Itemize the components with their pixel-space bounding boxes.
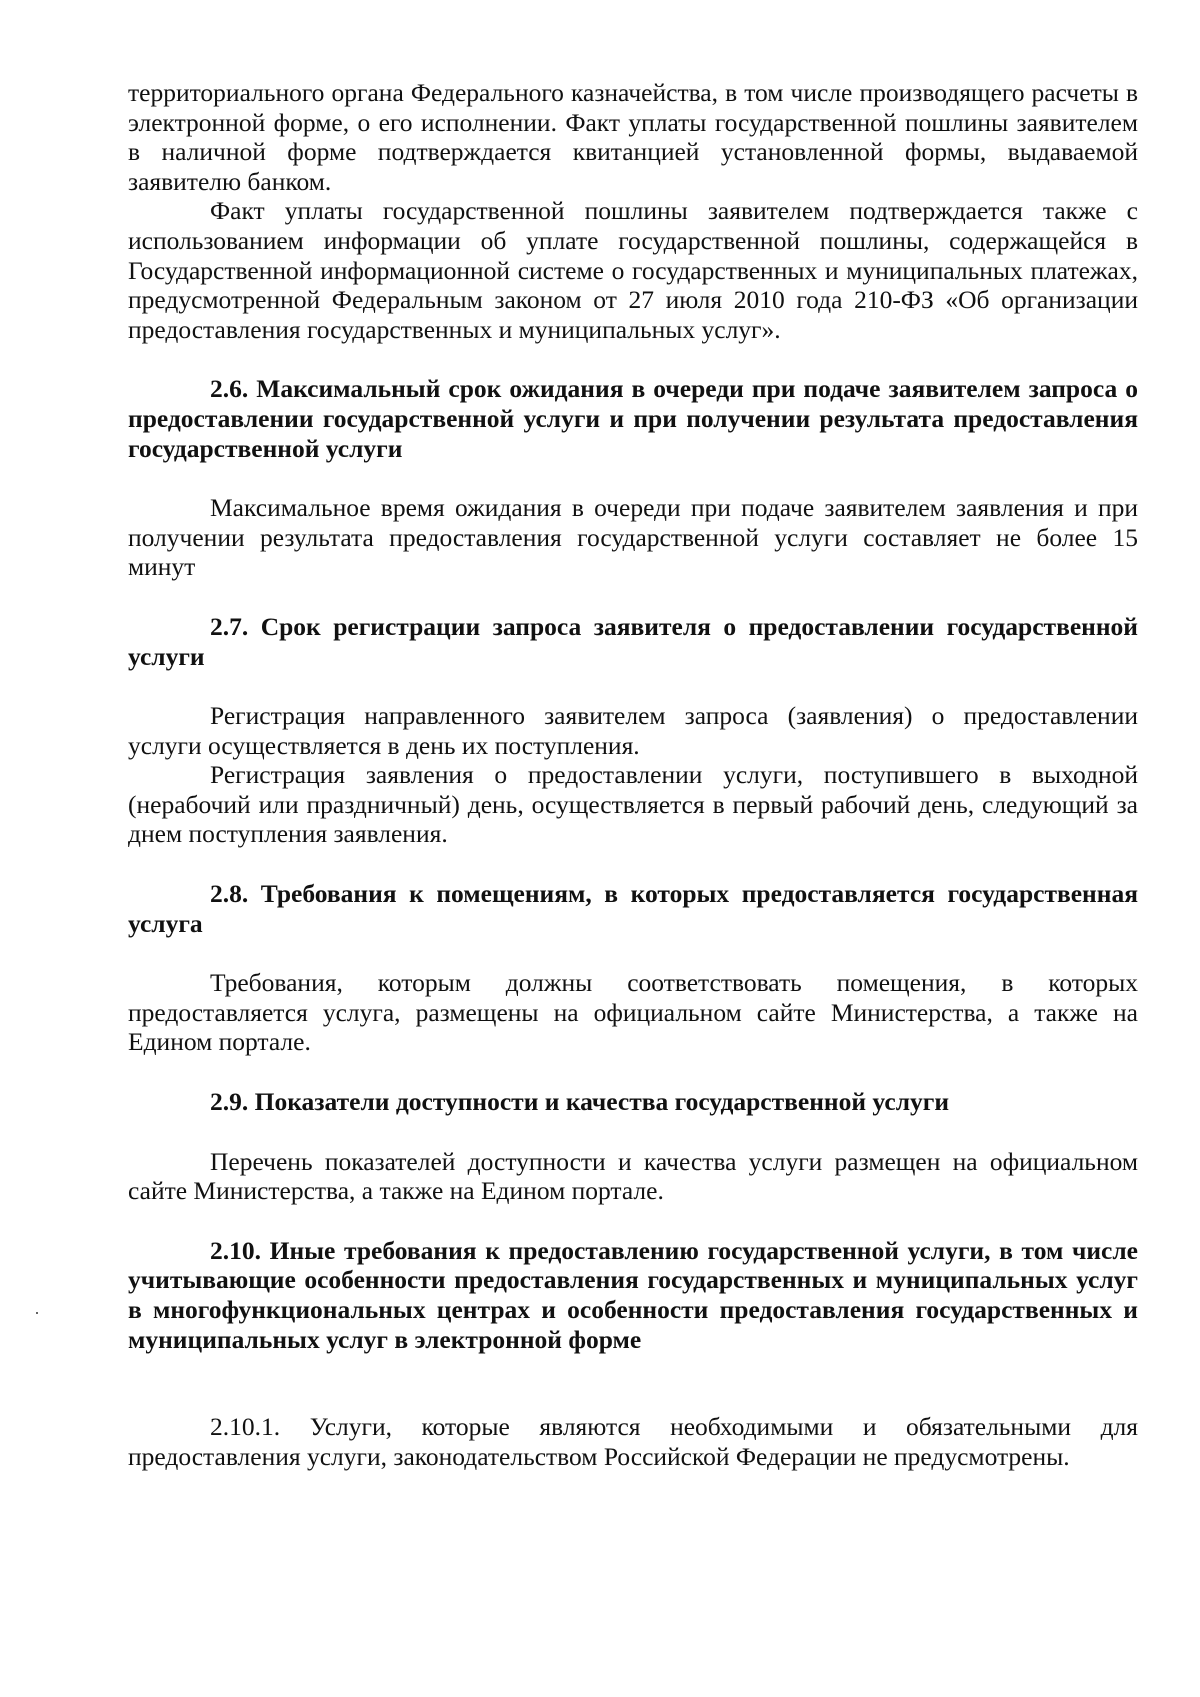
paragraph-2-6: Максимальное время ожидания в очереди при подаче заявителем заявления и при получении результата предоставления государственной услуги составляет не более 15 минут — [128, 493, 1138, 582]
document-page — [128, 78, 1138, 1471]
paragraph-fee-gis: Факт уплаты государственной пошлины заявителем подтверждается также с использованием информации об уплате государственной пошлины, содержащейся в Государственной информационной системе о государственных и муниципальных платежах, предусмотренной Федеральным законом от 27 июля 2010 года 210-ФЗ «Об организации предоставления государственных и муниципальных услуг». — [128, 196, 1138, 344]
paragraph-2-10-1: 2.10.1. Услуги, которые являются необходимыми и обязательными для предоставления услуги, законодательством Российской Федерации не предусмотрены. — [128, 1412, 1138, 1471]
heading-2-6: 2.6. Максимальный срок ожидания в очереди при подаче заявителем запроса о предоставлении государственной услуги и при получении результата предоставления государственной услуги — [128, 374, 1138, 463]
paragraph-2-7-holiday: Регистрация заявления о предоставлении услуги, поступившего в выходной (нерабочий или праздничный) день, осуществляется в первый рабочий день, следующий за днем поступления заявления. — [128, 760, 1138, 849]
heading-2-8: 2.8. Требования к помещениям, в которых предоставляется государственная услуга — [128, 879, 1138, 938]
paragraph-2-9: Перечень показателей доступности и качества услуги размещен на официальном сайте Министерства, а также на Едином портале. — [128, 1146, 1138, 1206]
paragraph-fee-treasury: территориального органа Федерального казначейства, в том числе производящего расчеты в электронной форме, о его исполнении. Факт уплаты государственной пошлины заявителем в наличной форме подтверждается квитанцией установленной формы, выдаваемой заявителю банком. — [128, 78, 1138, 196]
heading-2-9: 2.9. Показатели доступности и качества государственной услуги — [210, 1087, 950, 1117]
heading-2-7: 2.7. Срок регистрации запроса заявителя о предоставлении государственной услуги — [128, 611, 1138, 671]
paragraph-2-7-registration: Регистрация направленного заявителем запроса (заявления) о предоставлении услуги осуществляется в день их поступления. — [128, 701, 1138, 760]
scan-speck — [36, 1312, 38, 1314]
paragraph-2-8: Требования, которым должны соответствовать помещения, в которых предоставляется услуга, размещены на официальном сайте Министерства, а также на Едином портале. — [128, 968, 1138, 1057]
heading-2-10: 2.10. Иные требования к предоставлению государственной услуги, в том числе учитывающие особенности предоставления государственных и муниципальных услуг в многофункциональных центрах и особенности предоставления государственных и муниципальных услуг в электронной форме — [128, 1235, 1138, 1354]
